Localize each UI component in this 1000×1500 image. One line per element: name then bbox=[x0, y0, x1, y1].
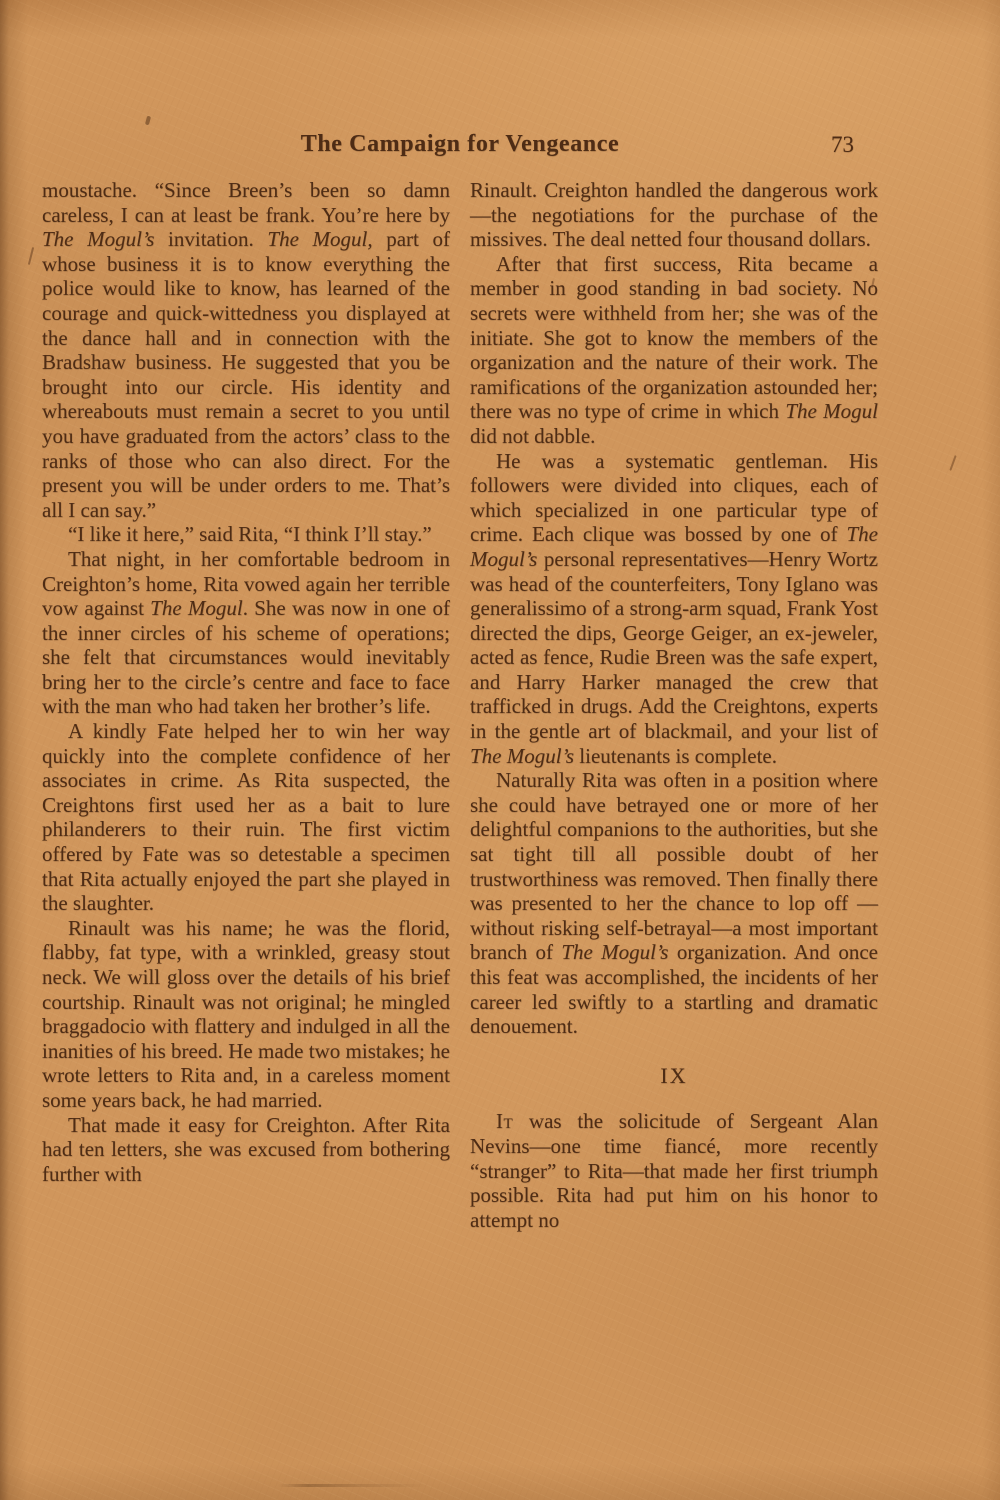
paragraph: Naturally Rita was often in a position where she could have betrayed one or more of her delightful companions to the authorities, but she sat tight till all possible doubt of her trustworthiness was removed. Then finally there was presented to her the chance to lop off —without risking self-betrayal—a most important branch of The Mogul’s organization. And once this feat was accomplished, the incidents of her career led swiftly to a startling and dramatic denouement. bbox=[470, 768, 878, 1039]
scan-artifact bbox=[28, 247, 34, 265]
paragraph: That night, in her comfortable bedroom in Creighton’s home, Rita vowed again her terrible vow against The Mogul. She was now in one of the inner circles of his scheme of operations; she felt that circumstances would inevitably bring her to the circle’s centre and face to face with the man who had taken her brother’s life. bbox=[42, 546, 450, 719]
paragraph: Rinault. Creighton handled the dangerous work—the negotiations for the purchase of the missives. The deal netted four thousand dollars. bbox=[470, 178, 878, 252]
paragraph: moustache. “Since Breen’s been so damn careless, I can at least be frank. You’re here by The Mogul’s invitation. The Mogul, part of whose business it is to know everything the police would like to know, has learned of the courage and quick-wittedness you displayed at the dance hall and in connection with the Bradshaw business. He suggested that you be brought into our circle. His identity and whereabouts must remain a secret to you until you have graduated from the actors’ class to the ranks of those who can also direct. For the present you will be under orders to me. That’s all I can say.” bbox=[42, 178, 450, 522]
paragraph: “I like it here,” said Rita, “I think I’ll stay.” bbox=[68, 522, 432, 547]
paragraph: After that first success, Rita became a member in good standing in bad society. No secrets were withheld from her; she was of the initiate. She got to know the members of the organization and the nature of their work. The ramifications of the organization astounded her; there was no type of crime in which The Mogul did not dabble. bbox=[470, 251, 878, 448]
page-title: The Campaign for Vengeance bbox=[300, 131, 620, 157]
paragraph: Rinault was his name; he was the florid, flabby, fat type, with a wrinkled, greasy stout neck. We will gloss over the details of his brief courtship. Rinault was not original; he mingled braggadocio with flattery and indulged in all the inanities of his breed. He made two mistakes; he wrote letters to Rita and, in a careless moment some years back, he had married. bbox=[42, 915, 450, 1112]
left-column bbox=[42, 178, 450, 1232]
paragraph: That made it easy for Creighton. After Rita had ten letters, she was excused from bothering further with bbox=[42, 1112, 450, 1186]
page-content bbox=[42, 131, 878, 1232]
scan-artifact bbox=[949, 455, 956, 471]
section-heading: IX bbox=[660, 1062, 688, 1088]
paragraph: It was the solicitude of Sergeant Alan Nevins—one time fiancé, more recently “stranger” to Rita—that made her first triumph possible. Rita had put him on his honor to attempt no bbox=[470, 1109, 878, 1232]
ink-speck bbox=[145, 116, 151, 126]
paragraph: A kindly Fate helped her to win her way quickly into the complete confidence of her associates in crime. As Rita suspected, the Creightons first used her as a bait to lure philanderers to their ruin. The first victim offered by Fate was so detestable a specimen that Rita actually enjoyed the part she played in the slaughter. bbox=[42, 719, 450, 916]
two-column-text bbox=[42, 178, 878, 1232]
right-column bbox=[470, 178, 878, 1232]
running-header bbox=[42, 131, 878, 159]
scan-artifact bbox=[278, 1484, 428, 1487]
page-number: 73 bbox=[831, 132, 854, 157]
page-edge-shadow bbox=[0, 0, 28, 1500]
paragraph: He was a systematic gentleman. His followers were divided into cliques, each of which specialized in one particular type of crime. Each clique was bossed by one of The Mogul’s personal representatives—Henry Wortz was head of the counterfeiters, Tony Iglano was generalissimo of a strong-arm squad, Frank Yost directed the dips, George Geiger, an ex-jeweler, acted as fence, Rudie Breen was the safe expert, and Harry Harker managed the crew that trafficked in drugs. Add the Creightons, experts in the gentle art of blackmail, and your list of The Mogul’s lieutenants is complete. bbox=[470, 448, 878, 768]
